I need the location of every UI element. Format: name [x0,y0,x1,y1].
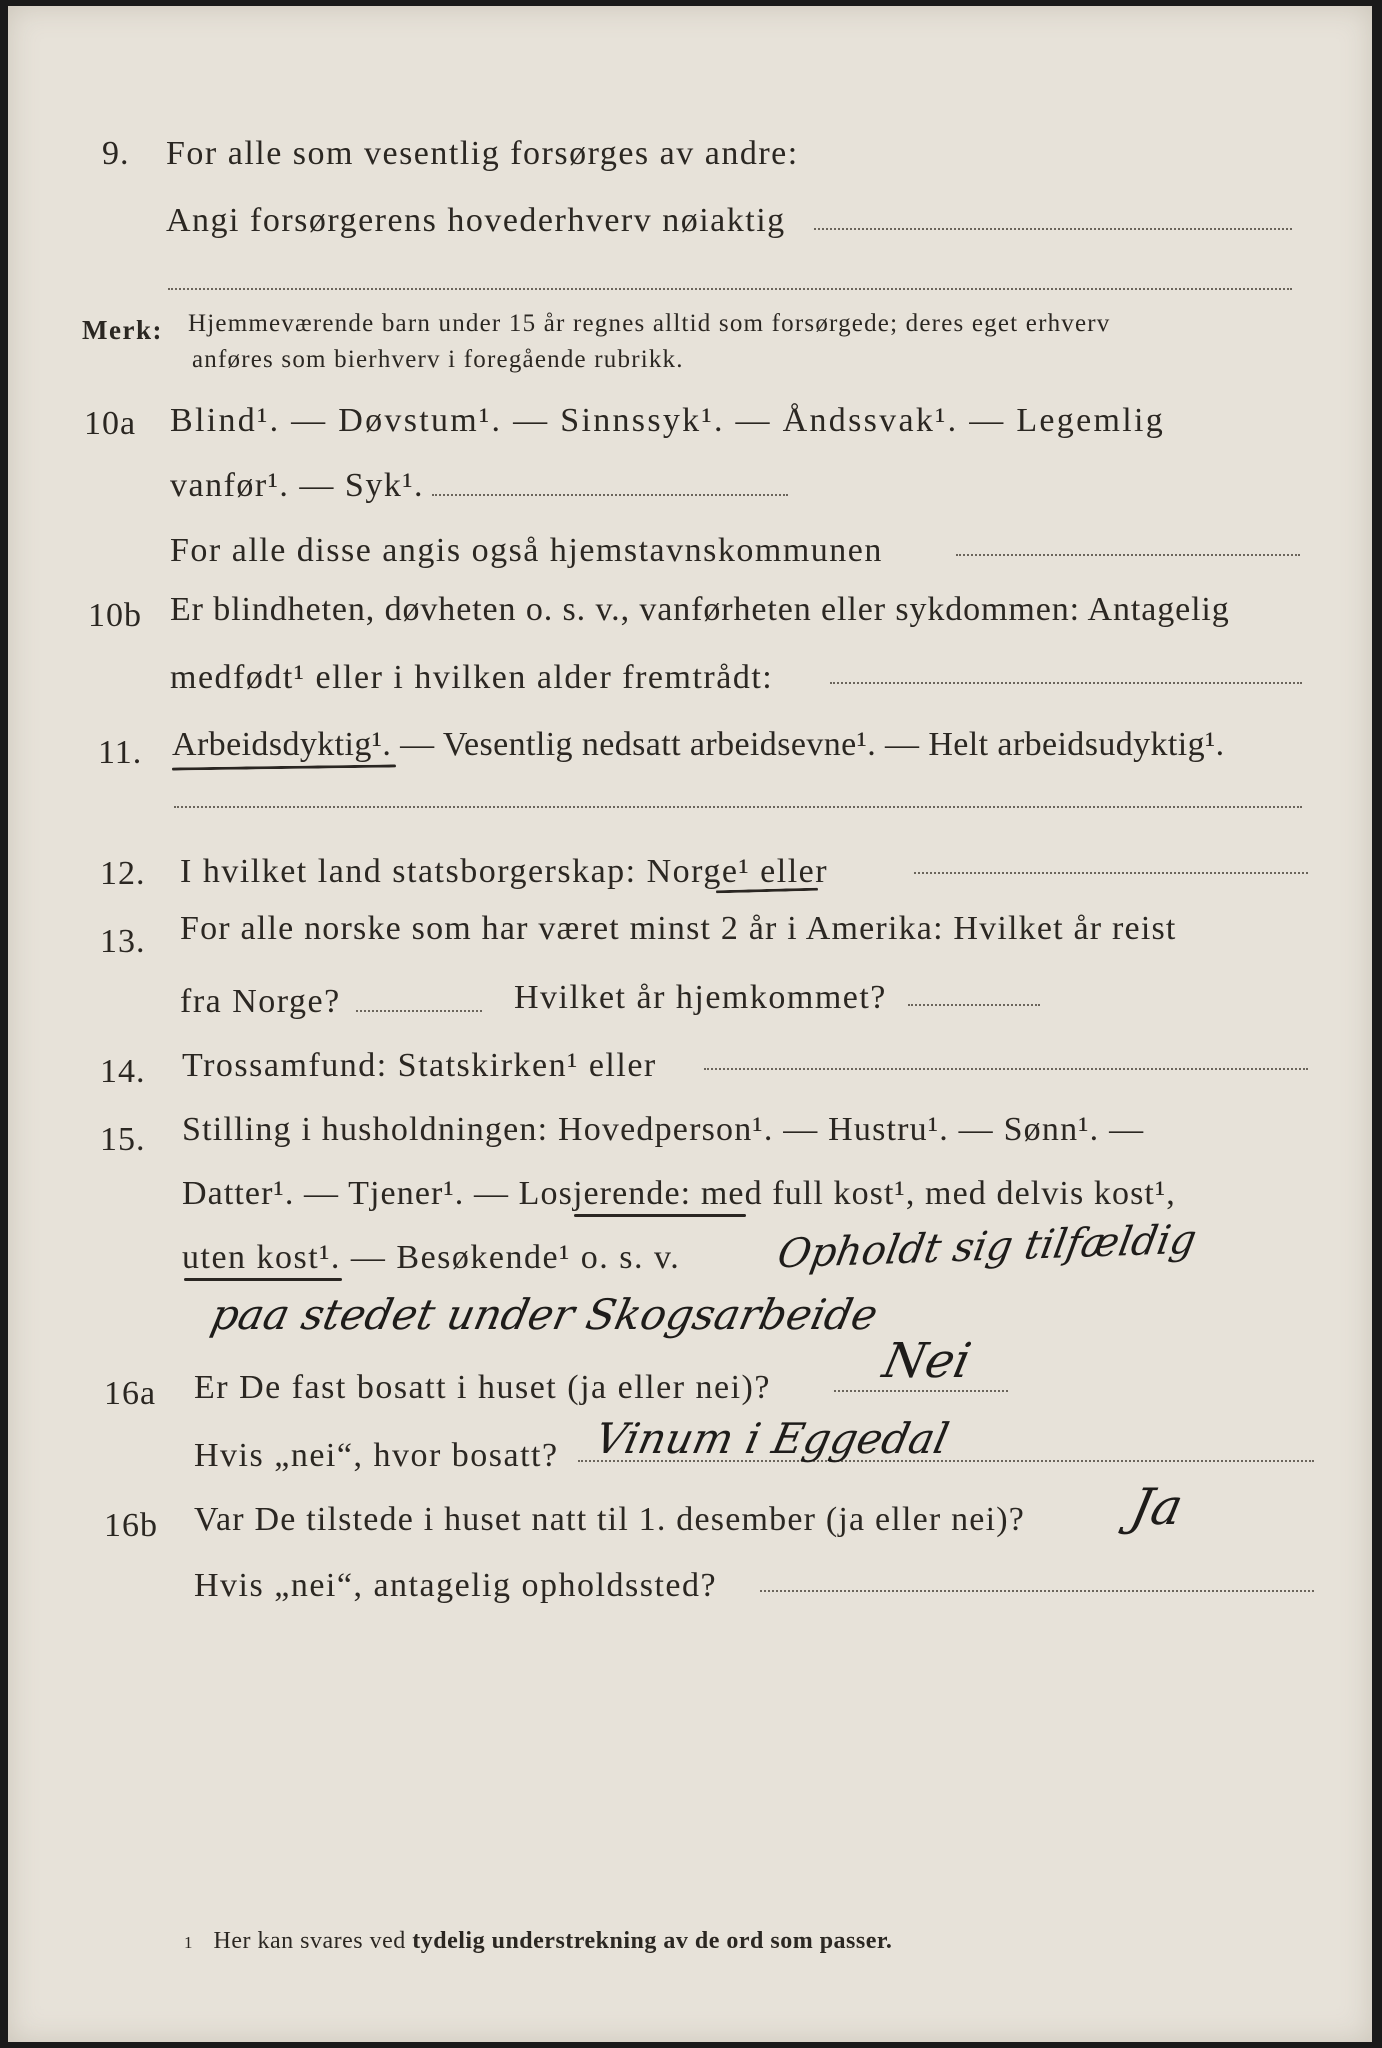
question-13-text: For alle norske som har været minst 2 år i Amerika: Hvilket år reist [180,910,1177,947]
census-form-page [8,6,1372,2042]
note-label: Merk: [82,315,163,345]
question-10a-prompt: For alle disse angis også hjemstavnskommunen [170,532,883,569]
handwritten-answer: Nei [878,1333,976,1389]
question-number: 10a [84,405,137,442]
question-15-text: Datter¹. — Tjener¹. — Losjerende: med full kost¹, med delvis kost¹, [182,1175,1176,1212]
question-16b-text: Var De tilstede i huset natt til 1. desember (ja eller nei)? [194,1501,1026,1538]
question-13-prompt: Hvilket år hjemkommet? [514,979,887,1016]
answer-line [834,1390,1008,1392]
handwritten-answer: Ja [1125,1478,1189,1536]
answer-line [174,806,1302,808]
answer-line [830,682,1302,684]
question-16a-prompt: Hvis „nei“, hvor bosatt? [194,1437,559,1474]
answer-line [956,554,1300,556]
footnote [184,1928,892,1955]
handwritten-answer: Vinum i Eggedal [590,1414,954,1463]
answer-line [704,1068,1308,1070]
question-10b-text: Er blindheten, døvheten o. s. v., vanførheten eller sykdommen: Antagelig [170,591,1230,628]
question-number: 14. [100,1053,146,1090]
handwritten-underline [574,1214,746,1217]
question-number: 11. [98,734,143,771]
question-number: 16b [104,1507,158,1544]
question-15-text: uten kost¹. — Besøkende¹ o. s. v. [182,1239,681,1276]
answer-line [760,1590,1314,1592]
question-number: 16a [104,1375,157,1412]
handwritten-answer: paa stedet under Skogsarbeide [206,1290,883,1339]
question-number: 10b [88,597,142,634]
question-16a-text: Er De fast bosatt i huset (ja eller nei)? [194,1369,771,1406]
question-13-prompt: fra Norge? [180,983,341,1020]
question-16b-prompt: Hvis „nei“, antagelig opholdssted? [194,1567,718,1604]
question-number: 13. [100,923,146,960]
answer-line [908,1004,1040,1006]
handwritten-answer: Opholdt sig tilfældig [774,1216,1200,1278]
answer-line [356,1010,482,1012]
answer-line [168,288,1292,290]
question-10a-text: Blind¹. — Døvstum¹. — Sinnssyk¹. — Åndssvak¹. — Legemlig [170,402,1166,439]
handwritten-underline [184,1278,342,1281]
question-number: 15. [100,1121,146,1158]
question-12-text: I hvilket land statsborgerskap: Norge¹ eller [180,853,829,890]
question-10a-text: vanfør¹. — Syk¹. [170,467,425,504]
answer-line [914,872,1308,874]
question-10b-prompt: medfødt¹ eller i hvilken alder fremtrådt: [170,659,774,696]
note-text: Hjemmeværende barn under 15 år regnes alltid som forsørgede; deres eget erhverv [188,310,1111,337]
question-9-text: For alle som vesentlig forsørges av andre: [166,135,799,172]
question-11-text: Arbeidsdyktig¹. — Vesentlig nedsatt arbeidsevne¹. — Helt arbeidsudyktig¹. [172,726,1225,763]
note-text: anføres som bierhverv i foregående rubrikk. [192,346,684,373]
footnote-mark: 1 [184,1933,193,1952]
question-15-text: Stilling i husholdningen: Hovedperson¹. — Hustru¹. — Sønn¹. — [182,1111,1145,1148]
footnote-text: Her kan svares ved [213,1928,406,1954]
question-number: 9. [102,135,130,172]
answer-line [814,228,1292,230]
question-number: 12. [100,855,146,892]
question-14-text: Trossamfund: Statskirken¹ eller [182,1047,657,1084]
footnote-bold-text: tydelig understrekning av de ord som passer. [412,1928,893,1954]
handwritten-underline [172,764,396,770]
question-9-prompt: Angi forsørgerens hovederhverv nøiaktig [166,202,786,239]
answer-line [432,494,788,496]
